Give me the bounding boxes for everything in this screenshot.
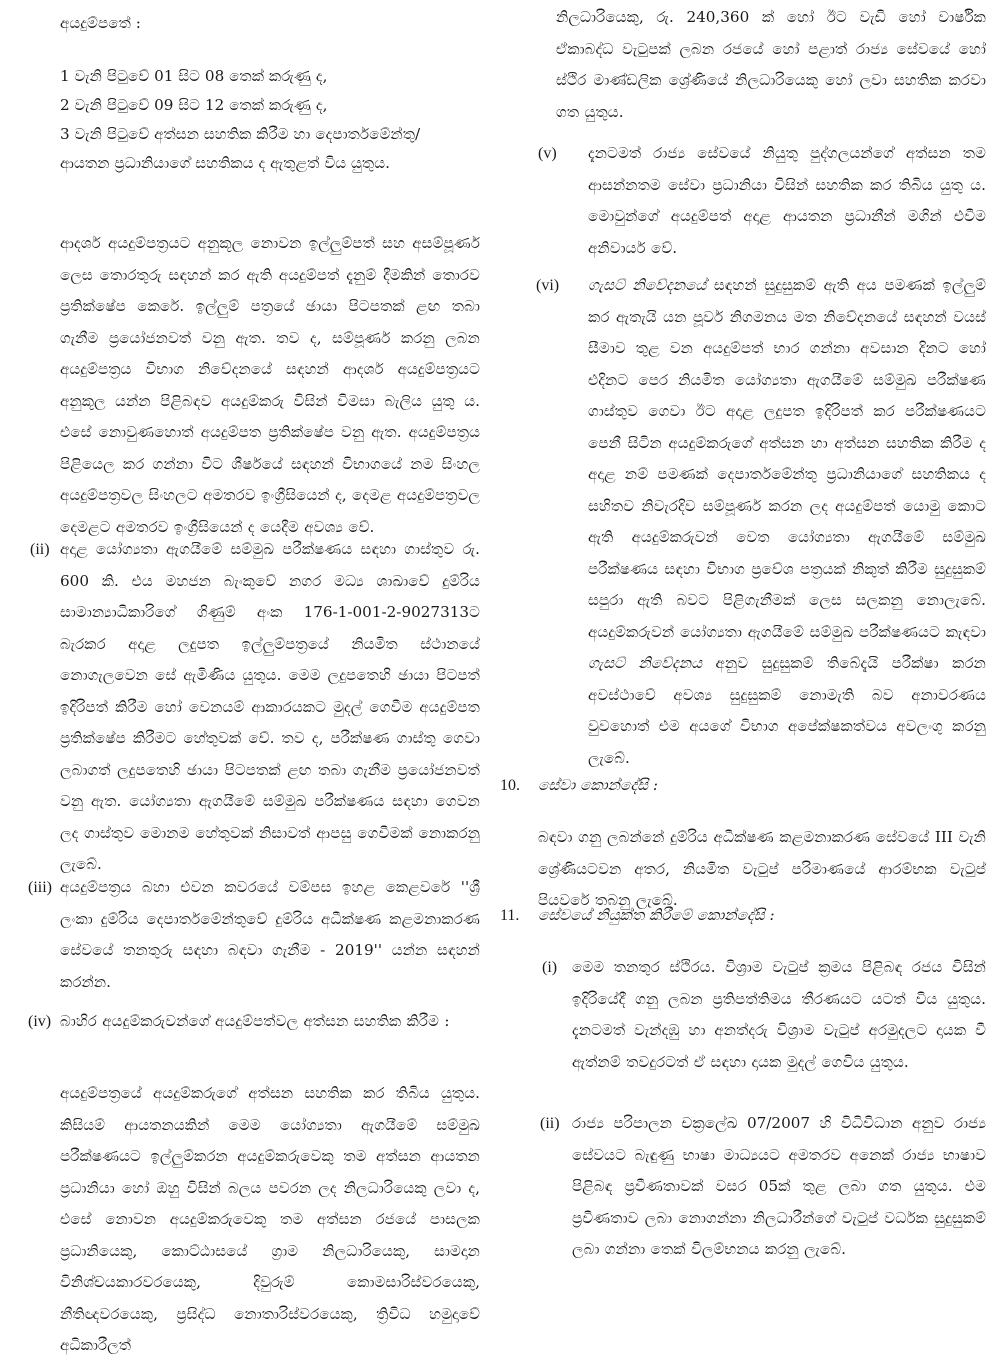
item-11-i-paragraph: මෙම තනතුර ස්ථිරය. විශ්‍රාම වැටුප් ක්‍රමය පිළිබඳ රජය විසින් ඉදිරියේදී ගනු ලබන ප්‍රතිපත්තිමය තීරණයට යටත් විය යුතුය. දැනටමත් වැන්දඹු හා අනත්දරු විශ්‍රාම වැටුප් අරමුදලට දායක වී ඇත්නම් තවදුරටත් ඒ සඳහා දායක මුදල් ගෙවිය යුතුය. bbox=[572, 958, 986, 1071]
item-ii-label: (ii) bbox=[30, 541, 50, 558]
item-vi-paragraph bbox=[588, 270, 986, 774]
item-v-paragraph: දැනටමත් රාජ්‍ය සේවයේ නියුතු පුද්ගලයන්ගේ අත්සන තම ආසන්නතම සේවා ප්‍රධානියා විසින් සහතික කර තිබිය යුතු ය. මොවුන්ගේ අයදුම්පත් අදාළ ආයතන ප්‍රධානීන් මගින් එවීම අනිවාර්ය වේ. bbox=[588, 144, 986, 257]
section-10-paragraph: බඳවා ගනු ලබන්නේ දුම්රිය අධීක්ෂණ කළමනාකරණ සේවයේ III වැනි ශ්‍රේණියටවන අතර, නියමිත වැටුප් පරිමාණයේ ආරම්භක වැටුප් පියවරේ තබනු ලැබේ. bbox=[538, 828, 986, 909]
item-vi-text-end: අනුව සුදුසුකම් තිබේදැයි පරීක්ෂා කරන අවස්ථාවේ අවශ්‍ය සුදුසුකම් නොමැති බව අනාවරණය වුවහොත් එම අයගේ විභාග අපේක්ෂකත්වය අවලංගු කරනු ලැබේ. bbox=[588, 654, 987, 767]
item-iv-label: (iv) bbox=[28, 1013, 52, 1030]
item-iii-envelope-paragraph: අයදුම්පත්‍රය බහා එවන කවරයේ වම්පස ඉහළ කෙළවරේ ''ශ්‍රී ලංකා දුම්රිය දෙපාර්තමේන්තුවේ දුම්රිය අධීක්ෂණ කළමනාකරණ සේවයේ තනතුරු සඳහා බඳවා ගැනීම - 2019'' යන්න සඳහන් කරන්න. bbox=[60, 878, 480, 991]
continuation-paragraph: නිලධාරියෙකු, රු. 240,360 ක් හෝ ඊට වැඩි හෝ වාර්ෂික ඒකාබද්ධ වැටුපක් ලබන රජයේ හෝ පළාත් රාජ්‍ය සේවයේ හෝ ස්ථිර මාණ්ඩලික ශ්‍රේණියේ නිලධාරියෙකු හෝ ලවා සහතික කරවා ගත යුතුය. bbox=[556, 8, 986, 121]
applications-heading: අයදුම්පතේ : bbox=[60, 14, 141, 32]
item-ii-fee-paragraph: අදාළ යෝග්‍යතා ඇගයීමේ සම්මුඛ පරීක්ෂණය සඳහා ගාස්තුව රු. 600 කි. එය මහජන බැංකුවේ නගර මධ්‍ය ශාඛාවේ දුම්රිය සාමාන්‍යාධිකාරිගේ ගිණුම් අංක 176-1-001-2-9027313ට බැරකර අදාළ ලදුපත ඉල්ලුම්පත්‍රයේ නියමිත ස්ථානයේ නොගැලවෙන සේ ඇමිණිය යුතුය. මෙම ලදුපතෙහි ඡායා පිටපත් ඉදිරිපත් කිරීම හෝ වෙනයම් ආකාරයකට මුදල් ගෙවීම අයදුම්පත ප්‍රතික්ෂේප කිරීමට හේතුවක් වේ. තව ද, පරීක්ෂණ ගාස්තු ගෙවා ලබාගත් ලදුපතෙහි ඡායා පිටපතක් ළඟ තබා ගැනීම ප්‍රයෝජනවත් වනු ඇත. යෝග්‍යතා ඇගයීමේ සම්මුඛ පරීක්ෂණය සඳහා ගෙවන ලද ගාස්තුව මොනම හේතුවක් නිසාවත් ආපසු ගෙවීමක් නොකරනු ලැබේ. bbox=[60, 540, 480, 873]
section-10-heading: සේවා කොන්දේසි : bbox=[538, 776, 658, 794]
item-v-label: (v) bbox=[538, 145, 557, 162]
model-form-paragraph: ආදර්ශ අයදුම්පත්‍රයට අනුකූල නොවන ඉල්ලුම්පත් සහ අසම්පූර්ණ ලෙස තොරතුරු සඳහන් කර ඇති අයදුම්පත් දැනුම් දීමකින් තොරව ප්‍රතික්ෂේප කෙරේ. ඉල්ලුම් පත්‍රයේ ඡායා පිටපතක් ළඟ තබා ගැනීම ප්‍රයෝජනවත් වනු ඇත. තව ද, සම්පූර්ණ කරනු ලබන අයදුම්පත්‍රය විභාග නිවේදනයේ සඳහන් ආදර්ශ අයදුම්පත්‍රයට අනුකූල යන්න පිළිබඳව අයදුම්කරු විසින් විමසා බැලිය යුතු ය. එසේ නොවුණහොත් අයදුම්පත ප්‍රතික්ෂේප වනු ඇත. අයදුම්පත්‍රය පිළියෙල කර ගන්නා විට ශීර්ෂයේ සඳහන් විභාගයේ නම සිංහල අයදුම්පත්‍රවල සිංහලට අමතරව ඉංග්‍රීසියෙන් ද, දෙමළ අයදුම්පත්‍රවල දෙමළට අමතරව ඉංග්‍රීසියෙන් ද යෙදීම අවශ්‍ය වේ. bbox=[60, 234, 480, 536]
item-vi-text: සඳහන් සුදුසුකම් ඇති අය පමණක් ඉල්ලුම් කර ඇතැයි යන පූර්ව නිගමනය මත නිවේදනයේ සඳහන් වයස් සීමාව තුළ වන අයදුම්පත් භාර ගන්නා අවසාන දිනට හෝ එදිනට පෙර නියමිත යෝග්‍යතා ඇගයීමේ සම්මුඛ පරීක්ෂණ ගාස්තුව ගෙවා ඊට අදාළ ලදුපත ඉදිරිපත් කර පරීක්ෂණයට පෙනී සිටින අයදුම්කරුගේ අත්සන හා අත්සන සහතික කිරීම ද අදාළ නම් පමණක් දෙපාර්තමේන්තු ප්‍රධානියාගේ සහතිකය ද සහිතව නිවැරදිව සම්පූර්ණ කරන ලද අයදුම්පත් යොමු කොට ඇති අයදුම්කරුවන් වෙත යෝග්‍යතා ඇගයීමේ සම්මුඛ පරීක්ෂණය සඳහා විභාග ප්‍රවේශ පත්‍රයක් නිකුත් කිරීම සුදුසුකම් සපුරා ඇති බවට පිළිගැනීමක් ලෙස සලකනු නොලැබේ. අයදුම්කරුවන් යෝග්‍යතා ඇගයීමේ සම්මුඛ පරීක්ෂණයට කැඳවා bbox=[588, 276, 986, 641]
section-10-number: 10. bbox=[500, 777, 520, 794]
section-11-heading: සේවයේ නියුක්ත කිරීමේ කොන්දේසි : bbox=[538, 906, 775, 924]
signature-requirements-list bbox=[60, 62, 480, 178]
requirement-line-3: 3 වැනි පිටුවේ අත්සන සහතික කිරීම හා දෙපාර්තමේන්තු/ bbox=[60, 125, 421, 143]
attestation-paragraph: අයදුම්පත්‍රයේ අයදුම්කරුගේ අත්සන සහතික කර තිබිය යුතුය. කිසියම් ආයතනයකින් මෙම යෝග්‍යතා ඇගයීමේ සම්මුඛ පරීක්ෂණයට ඉල්ලුම්කරන අයදුම්කරුවෙකු තම අත්සන ආයතන ප්‍රධානියා හෝ ඔහු විසින් බලය පවරන ලද නිලධාරියෙකු ලවා ද, එසේ නොවන අයදුම්කරුවෙකු තම අත්සන රජයේ පාසලක ප්‍රධානියෙකු, කොට්ඨාසයේ ග්‍රාම නිලධාරියෙකු, සාමදාන විනිශ්චයකාරවරයෙකු, දිවුරුම් කොමසාරිස්වරයෙකු, නීතිඥවරයෙකු, ප්‍රසිද්ධ නොතාරිස්වරයෙකු, ත්‍රිවිධ හමුදාවේ අධිකාරීලත් bbox=[60, 1084, 480, 1354]
section-11-number: 11. bbox=[500, 907, 520, 924]
item-iv-heading: බාහිර අයදුම්කරුවන්ගේ අයදුම්පත්වල අත්සන සහතික කිරීම : bbox=[60, 1012, 450, 1030]
item-iii-label: (iii) bbox=[28, 879, 52, 896]
requirement-line-1: 1 වැනි පිටුවේ 01 සිට 08 තෙක් කරුණු ද, bbox=[60, 67, 328, 85]
requirement-line-4: ආයතන ප්‍රධානියාගේ සහතිකය ද ඇතුළත් විය යුතුය. bbox=[60, 154, 391, 172]
item-11-ii-label: (ii) bbox=[540, 1115, 560, 1132]
item-11-ii-paragraph: රාජ්‍ය පරිපාලන චක්‍රලේඛ 07/2007 හි විධිවිධාන අනුව රාජ්‍ය සේවයට බැඳුණු භාෂා මාධ්‍යයට අමතරව අනෙක් රාජ්‍ය භාෂාව පිළිබඳ ප්‍රවීණතාවක් වසර 05ක් තුළ ලබා ගත යුතුය. එම ප්‍රවීණතාව ලබා නොගන්නා නිලධාරීන්ගේ වැටුප් වර්ධක සුදුසුකම් ලබා ගන්නා තෙක් විලම්භනය කරනු ලැබේ. bbox=[572, 1114, 986, 1258]
item-vi-label: (vi) bbox=[536, 277, 560, 294]
gazette-notice-term-2: ගැසට් නිවේදනය bbox=[588, 654, 703, 672]
requirement-line-2: 2 වැනි පිටුවේ 09 සිට 12 තෙක් කරුණු ද, bbox=[60, 96, 328, 114]
item-11-i-label: (i) bbox=[542, 959, 558, 976]
gazette-notice-term: ගැසට් නිවේදනයේ bbox=[588, 276, 707, 294]
